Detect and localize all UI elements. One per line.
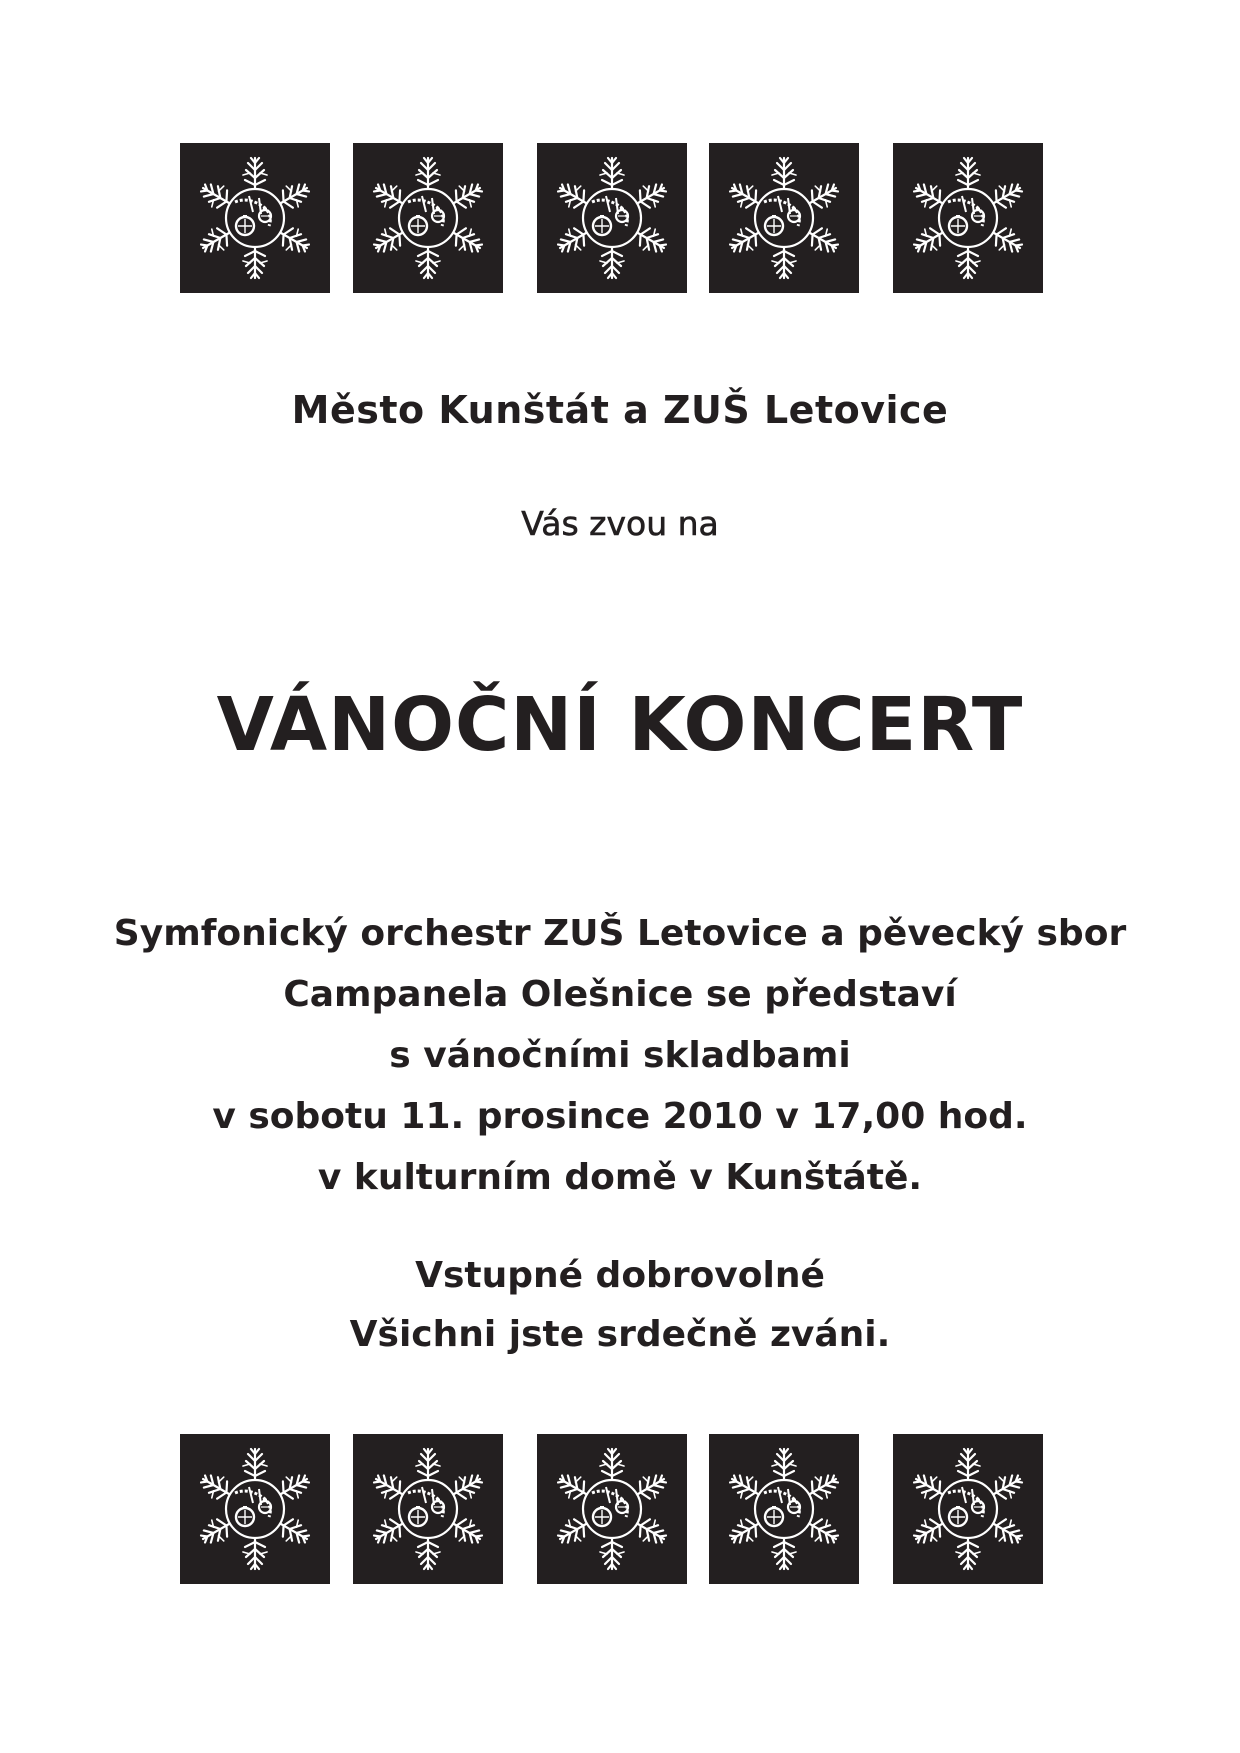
snowflake-tile bbox=[537, 143, 687, 293]
snowflake-tile bbox=[893, 1434, 1043, 1584]
snowflake-tile bbox=[353, 143, 503, 293]
snowflake-tile bbox=[709, 143, 859, 293]
event-detail-line: Symfonický orchestr ZUŠ Letovice a pěvecký sbor bbox=[113, 913, 1127, 954]
snowflake-ornament-icon bbox=[190, 153, 320, 283]
snowflake-ornament-icon bbox=[363, 153, 493, 283]
snowflake-tile bbox=[353, 1434, 503, 1584]
snowflake-ornament-icon bbox=[903, 153, 1033, 283]
snowflake-ornament-icon bbox=[719, 1444, 849, 1574]
snowflake-tile bbox=[537, 1434, 687, 1584]
snowflake-ornament-icon bbox=[903, 1444, 1033, 1574]
welcome-note: Všichni jste srdečně zváni. bbox=[349, 1314, 891, 1355]
event-date-line: v sobotu 11. prosince 2010 v 17,00 hod. bbox=[212, 1096, 1028, 1137]
invite-line: Vás zvou na bbox=[521, 504, 719, 543]
top-ornament-row bbox=[0, 143, 1240, 293]
event-venue-line: v kulturním domě v Kunštátě. bbox=[317, 1157, 923, 1198]
event-details bbox=[0, 903, 1240, 1208]
snowflake-tile bbox=[709, 1434, 859, 1584]
event-detail-line: Campanela Olešnice se představí bbox=[283, 974, 957, 1015]
snowflake-tile bbox=[893, 143, 1043, 293]
snowflake-ornament-icon bbox=[363, 1444, 493, 1574]
snowflake-ornament-icon bbox=[547, 1444, 677, 1574]
snowflake-ornament-icon bbox=[547, 153, 677, 283]
event-detail-line: s vánočními skladbami bbox=[389, 1035, 851, 1076]
organizer-heading: Město Kunštát a ZUŠ Letovice bbox=[291, 388, 949, 432]
snowflake-ornament-icon bbox=[190, 1444, 320, 1574]
closing-notes bbox=[0, 1246, 1240, 1364]
snowflake-tile bbox=[180, 1434, 330, 1584]
admission-note: Vstupné dobrovolné bbox=[415, 1255, 825, 1296]
snowflake-ornament-icon bbox=[719, 153, 849, 283]
snowflake-tile bbox=[180, 143, 330, 293]
event-title: VÁNOČNÍ KONCERT bbox=[216, 682, 1024, 768]
bottom-ornament-row bbox=[0, 1434, 1240, 1584]
